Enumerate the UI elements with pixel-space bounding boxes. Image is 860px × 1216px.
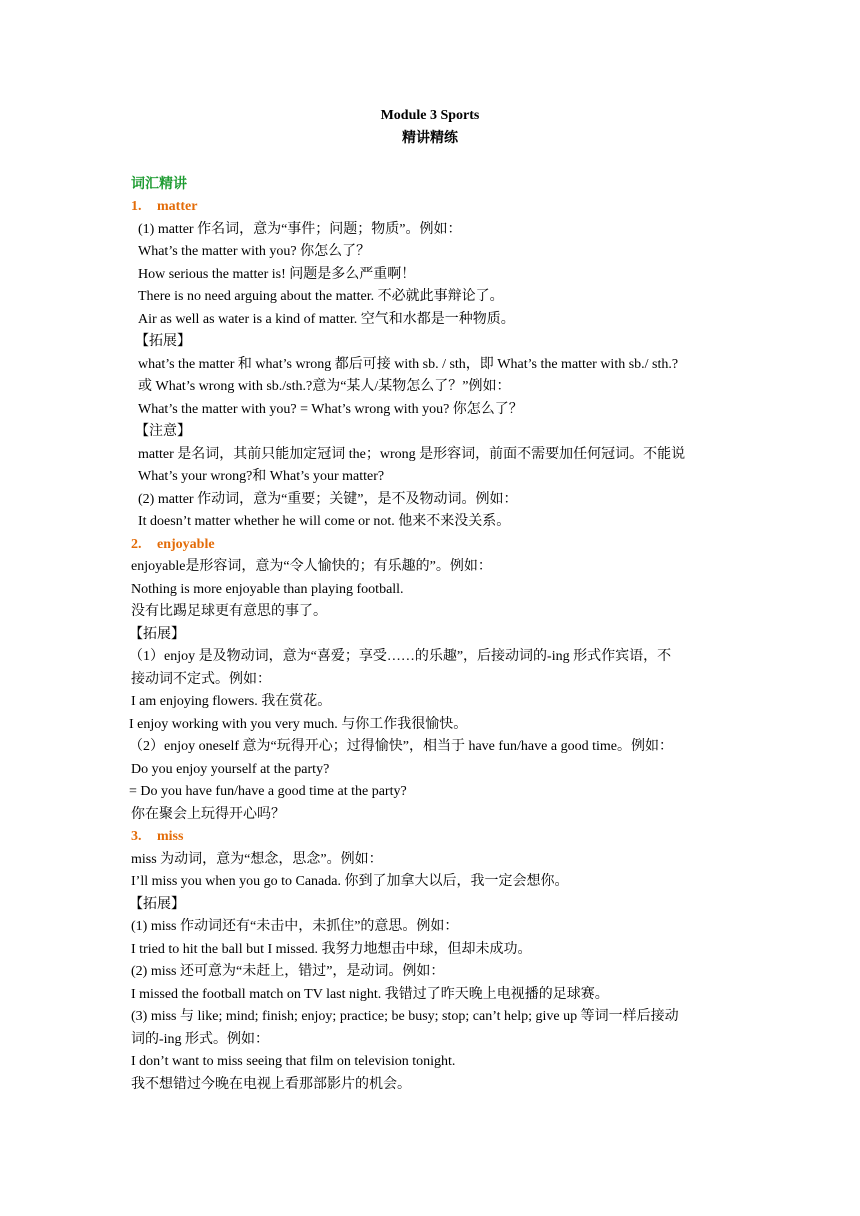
text-line: (2) matter 作动词，意为“重要；关键”，是不及物动词。例如： (138, 492, 518, 507)
text-line: (3) miss 与 like; mind; finish; enjoy; practice; be busy; stop; can’t help; give up 等词一样后接动 (131, 1009, 679, 1024)
text-line: 没有比踢足球更有意思的事了。 (131, 604, 327, 619)
text-line: I am enjoying flowers. 我在赏花。 (131, 694, 332, 709)
document-title: Module 3 Sports (380, 108, 480, 123)
text-line: 【注意】 (135, 424, 191, 439)
text-line: (1) matter 作名词，意为“事件；问题；物质”。例如： (138, 222, 462, 237)
text-line: matter 是名词，其前只能加定冠词 the；wrong 是形容词，前面不需要加任何冠词。不能说 (138, 447, 686, 462)
text-line: 你在聚会上玩得开心吗？ (131, 807, 285, 822)
item-heading-miss (131, 828, 183, 846)
text-line: miss 为动词，意为“想念，思念”。例如： (131, 852, 383, 867)
text-line: (1) miss 作动词还有“未击中，未抓住”的意思。例如： (131, 919, 459, 934)
text-line: I enjoy working with you very much. 与你工作我很愉快。 (129, 717, 468, 732)
text-line: What’s the matter with you? 你怎么了？ (138, 244, 371, 259)
item-number: 1. (131, 199, 142, 214)
text-line: 【拓展】 (129, 897, 185, 912)
text-line: What’s your wrong?和 What’s your matter? (138, 469, 385, 484)
text-line: 【拓展】 (129, 627, 185, 642)
item-word: matter (157, 199, 198, 214)
item-word: miss (157, 829, 184, 844)
text-line: （1）enjoy 是及物动词，意为“喜爱；享受……的乐趣”，后接动词的-ing 形式作宾语，不 (129, 649, 672, 664)
section-heading: 词汇精讲 (131, 177, 187, 192)
text-line: Do you enjoy yourself at the party? (131, 762, 330, 777)
text-line: 或 What’s wrong with sb./sth.?意为“某人/某物怎么了？”例如： (138, 379, 511, 394)
text-line: Air as well as water is a kind of matter. 空气和水都是一种物质。 (138, 312, 515, 327)
text-line: 词的-ing 形式。例如： (131, 1032, 270, 1047)
text-line: 【拓展】 (135, 334, 191, 349)
item-number: 3. (131, 829, 142, 844)
text-line: = Do you have fun/have a good time at the party? (129, 784, 407, 799)
text-line: （2）enjoy oneself 意为“玩得开心；过得愉快”，相当于 have fun/have a good time。例如： (129, 739, 673, 754)
item-heading-matter (131, 198, 197, 216)
item-number: 2. (131, 537, 142, 552)
text-line: 我不想错过今晚在电视上看那部影片的机会。 (131, 1077, 411, 1092)
text-line: How serious the matter is! 问题是多么严重啊！ (138, 267, 416, 282)
text-line: It doesn’t matter whether he will come or not. 他来不来没关系。 (138, 514, 511, 529)
document-subtitle: 精讲精练 (402, 131, 458, 146)
text-line: I tried to hit the ball but I missed. 我努力地想击中球，但却未成功。 (131, 942, 532, 957)
text-line: I missed the football match on TV last night. 我错过了昨天晚上电视播的足球赛。 (131, 987, 609, 1002)
text-line: There is no need arguing about the matter. 不必就此事辩论了。 (138, 289, 504, 304)
text-line: enjoyable是形容词，意为“令人愉快的；有乐趣的”。例如： (131, 559, 492, 574)
text-line: Nothing is more enjoyable than playing football. (131, 582, 404, 597)
text-line: 接动词不定式。例如： (131, 672, 271, 687)
text-line: What’s the matter with you? = What’s wrong with you? 你怎么了？ (138, 402, 523, 417)
text-line: I don’t want to miss seeing that film on television tonight. (131, 1054, 456, 1069)
text-line: (2) miss 还可意为“未赶上，错过”，是动词。例如： (131, 964, 445, 979)
text-line: what’s the matter 和 what’s wrong 都后可接 with sb. / sth，即 What’s the matter with sb./ sth.? (138, 357, 679, 372)
item-heading-enjoyable (131, 536, 215, 554)
item-word: enjoyable (157, 537, 215, 552)
text-line: I’ll miss you when you go to Canada. 你到了加拿大以后，我一定会想你。 (131, 874, 569, 889)
